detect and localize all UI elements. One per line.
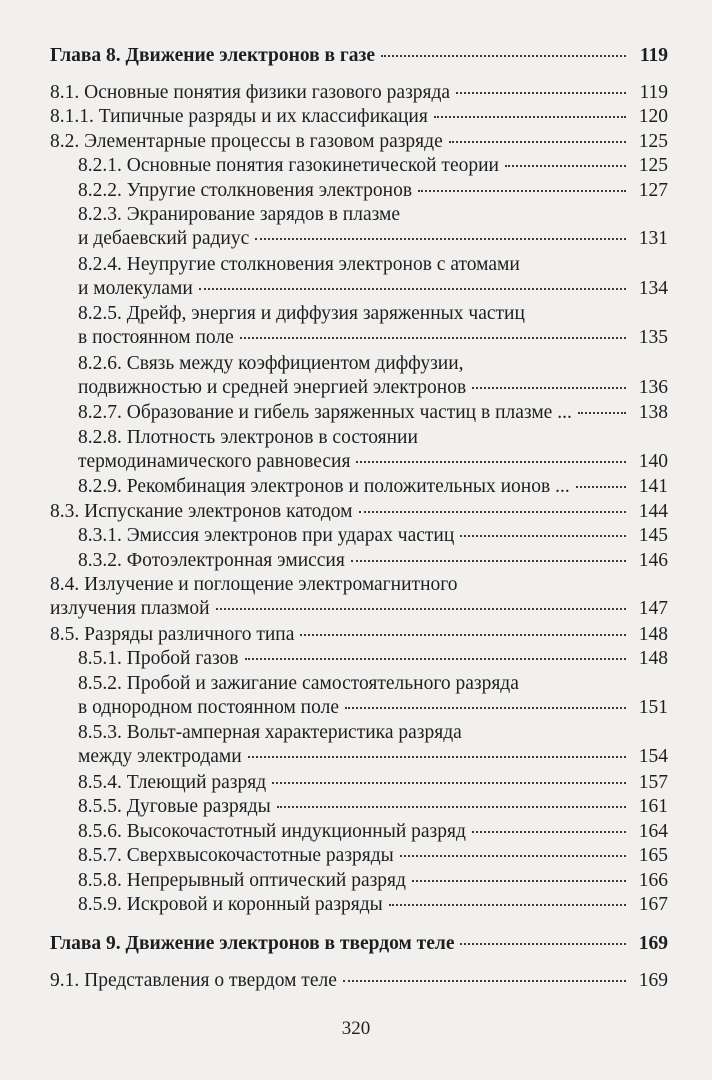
toc-entry-title: 8.3. Испускание электронов катодом	[50, 501, 353, 522]
toc-page-number: 148	[638, 624, 668, 645]
dot-leader	[400, 855, 626, 857]
toc-entry-title: 8.5.6. Высокочастотный индукционный разряд	[78, 821, 466, 842]
toc-entry-title: и дебаевский радиус	[78, 228, 250, 249]
toc-page-number: 169	[638, 970, 668, 991]
toc-entry[interactable]	[50, 932, 668, 956]
toc-page-number: 141	[638, 476, 668, 497]
toc-entry-title: 8.2.5. Дрейф, энергия и диффузия заряженных частиц	[78, 303, 525, 324]
toc-page-number: 119	[639, 45, 668, 66]
toc-entry-title: 8.2.2. Упругие столкновения электронов	[78, 180, 413, 201]
toc-entry-title: 8.1.1. Типичные разряды и их классификация	[50, 106, 428, 127]
toc-entry-title: 8.5. Разряды различного типа	[50, 624, 295, 645]
dot-leader	[300, 634, 626, 636]
toc-entry-title: 8.2.1. Основные понятия газокинетической теории	[78, 155, 499, 176]
toc-page-number: 169	[638, 933, 668, 954]
toc-page-number: 166	[638, 870, 668, 891]
toc-entry[interactable]	[50, 81, 668, 105]
dot-leader	[418, 190, 626, 192]
toc-entry[interactable]	[50, 969, 668, 993]
dot-leader	[472, 387, 626, 389]
toc-entry-title: 8.5.2. Пробой и зажигание самостоятельного разряда	[78, 673, 519, 694]
toc-entry[interactable]	[78, 721, 668, 769]
dot-leader	[505, 165, 626, 167]
toc-entry-title: 8.2.6. Связь между коэффициентом диффузии,	[78, 353, 464, 374]
toc-page-number: 131	[638, 228, 668, 249]
toc-page-number: 157	[638, 772, 668, 793]
dot-leader	[343, 980, 626, 982]
toc-page-number: 144	[638, 501, 668, 522]
toc-entry-title: излучения плазмой	[50, 598, 210, 619]
dot-leader	[412, 880, 626, 882]
toc-entry[interactable]	[78, 795, 668, 819]
toc-entry[interactable]	[50, 500, 668, 524]
dot-leader	[381, 55, 626, 57]
dot-leader	[351, 560, 626, 562]
toc-entry[interactable]	[50, 130, 668, 154]
toc-entry[interactable]	[78, 893, 668, 917]
toc-entry-title: 8.5.9. Искровой и коронный разряды	[78, 894, 383, 915]
toc-entry-title: 8.5.8. Непрерывный оптический разряд	[78, 870, 406, 891]
dot-leader	[578, 412, 626, 414]
toc-entry-title: 8.2.8. Плотность электронов в состоянии	[78, 427, 418, 448]
toc-page-number: 145	[638, 525, 668, 546]
toc-page-number: 138	[638, 402, 668, 423]
dot-leader	[277, 806, 626, 808]
toc-page-number: 136	[638, 377, 668, 398]
toc-entry[interactable]	[78, 549, 668, 573]
dot-leader	[248, 756, 626, 758]
toc-page-number: 127	[638, 180, 668, 201]
toc-entry-title: 8.2.7. Образование и гибель заряженных частиц в плазме ...	[78, 402, 572, 423]
toc-entry[interactable]	[78, 844, 668, 868]
dot-leader	[216, 608, 626, 610]
dot-leader	[456, 92, 626, 94]
toc-page-number: 119	[639, 82, 668, 103]
toc-page-number: 140	[638, 451, 668, 472]
toc-entry-title: подвижностью и средней энергией электронов	[78, 377, 467, 398]
toc-page-number: 167	[638, 894, 668, 915]
toc-page-number: 147	[638, 598, 668, 619]
dot-leader	[576, 486, 626, 488]
toc-page-number: 154	[638, 746, 668, 767]
toc-entry[interactable]	[78, 672, 668, 720]
toc-entry-title: 8.2.4. Неупругие столкновения электронов с атомами	[78, 254, 520, 275]
toc-page-number: 151	[638, 697, 668, 718]
toc-entry-title: Глава 9. Движение электронов в твердом теле	[50, 933, 455, 954]
dot-leader	[345, 707, 626, 709]
toc-entry[interactable]	[78, 426, 668, 474]
toc-entry[interactable]	[78, 647, 668, 671]
page-number: 320	[341, 1018, 371, 1039]
dot-leader	[460, 943, 626, 945]
toc-entry[interactable]	[78, 302, 668, 350]
dot-leader	[199, 288, 626, 290]
toc-entry[interactable]	[78, 179, 668, 203]
toc-entry[interactable]	[50, 105, 668, 129]
toc-page-number: 135	[638, 327, 668, 348]
toc-entry[interactable]	[78, 820, 668, 844]
toc-entry-title: 8.5.3. Вольт-амперная характеристика разряда	[78, 722, 462, 743]
toc-page-number: 161	[638, 796, 668, 817]
toc-entry-title: 8.1. Основные понятия физики газового разряда	[50, 82, 451, 103]
toc-page-number: 146	[638, 550, 668, 571]
toc-entry-title: в однородном постоянном поле	[78, 697, 339, 718]
toc-page-number: 134	[638, 278, 668, 299]
toc-entry-title: в постоянном поле	[78, 327, 234, 348]
toc-entry[interactable]	[78, 475, 668, 499]
toc-entry[interactable]	[78, 869, 668, 893]
toc-page-number: 125	[638, 155, 668, 176]
toc-entry[interactable]	[50, 623, 668, 647]
toc-entry-title: и молекулами	[78, 278, 193, 299]
dot-leader	[460, 535, 626, 537]
dot-leader	[389, 904, 626, 906]
toc-entry-title: 8.2.3. Экранирование зарядов в плазме	[78, 204, 401, 225]
dot-leader	[359, 511, 626, 513]
toc-page-number: 164	[638, 821, 668, 842]
dot-leader	[356, 461, 626, 463]
dot-leader	[434, 116, 626, 118]
dot-leader	[449, 141, 626, 143]
toc-entry-title: 8.3.1. Эмиссия электронов при ударах частиц	[78, 525, 455, 546]
dot-leader	[255, 238, 626, 240]
toc-page-number: 148	[638, 648, 668, 669]
toc-entry[interactable]	[78, 154, 668, 178]
toc-entry[interactable]	[78, 203, 668, 251]
toc-entry-title: 8.5.5. Дуговые разряды	[78, 796, 271, 817]
toc-entry-title: термодинамического равновесия	[78, 451, 351, 472]
toc-entry[interactable]	[78, 401, 668, 425]
dot-leader	[272, 782, 626, 784]
toc-entry-title: 8.3.2. Фотоэлектронная эмиссия	[78, 550, 345, 571]
toc-entry-title: Глава 8. Движение электронов в газе	[50, 45, 375, 66]
toc-page-number: 125	[638, 131, 668, 152]
dot-leader	[240, 337, 626, 339]
toc-entry[interactable]	[50, 573, 668, 621]
toc-entry-title: 8.5.4. Тлеющий разряд	[78, 772, 267, 793]
toc-entry-title: 8.5.1. Пробой газов	[78, 648, 239, 669]
toc-page-number: 120	[638, 106, 668, 127]
dot-leader	[245, 658, 626, 660]
toc-entry[interactable]	[78, 253, 668, 301]
toc-entry-title: 8.2. Элементарные процессы в газовом разряде	[50, 131, 443, 152]
toc-entry-title: 8.4. Излучение и поглощение электромагнитного	[50, 574, 458, 595]
toc-entry-title: 8.5.7. Сверхвысокочастотные разряды	[78, 845, 394, 866]
toc-entry[interactable]	[50, 44, 668, 68]
toc-entry-title: 8.2.9. Рекомбинация электронов и положительных ионов ...	[78, 476, 570, 497]
dot-leader	[472, 831, 626, 833]
toc-entry-title: 9.1. Представления о твердом теле	[50, 970, 337, 991]
toc-entry-title: между электродами	[78, 746, 242, 767]
toc-entry[interactable]	[78, 524, 668, 548]
toc-page-number: 165	[638, 845, 668, 866]
toc-entry[interactable]	[78, 771, 668, 795]
toc-entry[interactable]	[78, 352, 668, 400]
